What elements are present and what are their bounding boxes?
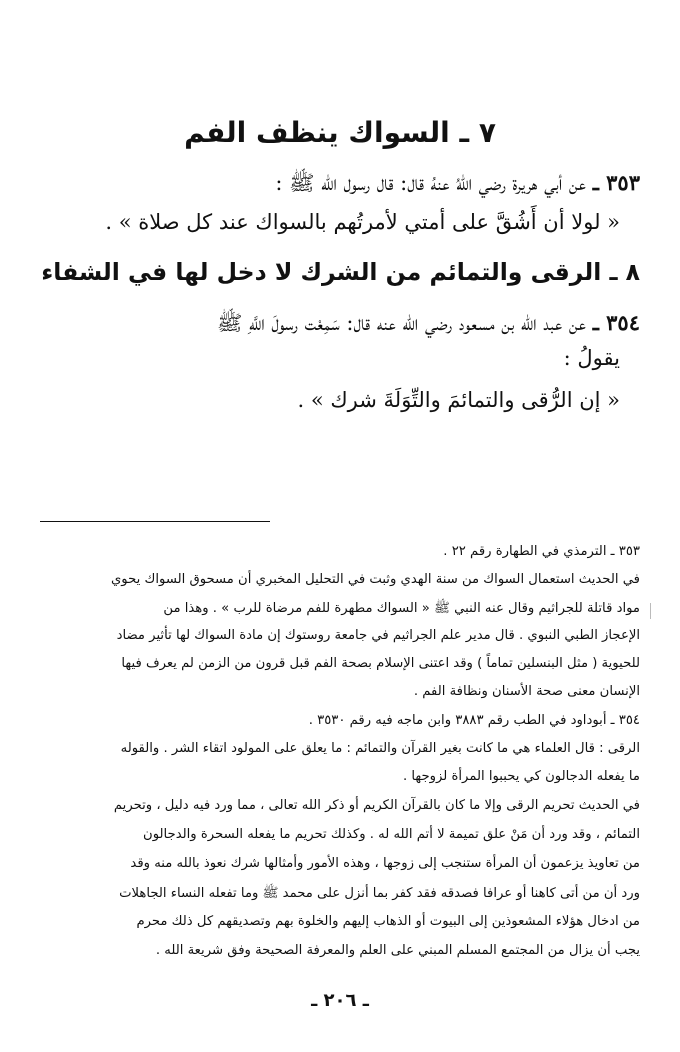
footnote-line: في الحديث استعمال السواك من سنة الهدي وثبت في التحليل المخبري أن مسحوق السواك يحوي — [110, 572, 640, 587]
footnote-line: ورد أن من أتى كاهنا أو عرافا فصدقه فقد كفر بما أنزل على محمد ﷺ وما تفعله النساء الجاهلات — [119, 886, 640, 901]
section-7-heading: ٧ ـ السواك ينظف الفم — [184, 116, 496, 149]
hadith-353-line-1 — [40, 170, 640, 201]
section-8-heading: ٨ ـ الرقى والتمائم من الشرك لا دخل لها في الشفاء — [41, 258, 640, 286]
footnote-line: من ادخال هؤلاء المشعوذين إلى البيوت أو الذهاب إليهم والخلوة بهم وتصديقهم كل ذلك محرم — [136, 914, 640, 929]
footnote-line: ما يفعله الدجالون كي يحببوا المرأة لزوجها . — [402, 769, 640, 784]
footnote-line: ٣٥٣ ـ الترمذي في الطهارة رقم ٢٢ . — [443, 544, 640, 559]
footnote-line: في الحديث تحريم الرقى وإلا ما كان بالقرآن الكريم أو ذكر الله تعالى ، مما ورد فيه دليل ، وتحريم — [113, 798, 640, 813]
footnote-line: ٣٥٤ ـ أبوداود في الطب رقم ٣٨٨٣ وابن ماجه فيه رقم ٣٥٣٠ . — [308, 713, 640, 728]
hadith-354-number: ٣٥٤ ـ — [592, 310, 640, 335]
hadith-354-line-1 — [40, 310, 640, 341]
footnote-separator — [40, 521, 270, 522]
hadith-353-line-2: « لولا أن أَشُقَّ على أمتي لأمرتُهم بالسواك عند كل صلاة » . — [105, 210, 620, 234]
hadith-353-number: ٣٥٣ ـ — [592, 170, 640, 195]
page-number: ـ ٢٠٦ ـ — [311, 990, 369, 1011]
hadith-354-line-2: يقولُ : — [563, 346, 620, 370]
hadith-354-line-3: « إن الرُّقى والتمائمَ والتِّوَلَةَ شرك » . — [297, 388, 620, 412]
footnote-line: من تعاويذ يزعمون أن المرأة ستنجب إلى زوجها ، وهذه الأمور وأمثالها شرك نعوذ بالله منه وقد — [130, 856, 640, 871]
footnote-line: الإنسان معنى صحة الأسنان ونظافة الفم . — [413, 684, 640, 699]
hadith-353-text-1: عن أبي هريرة رضي اللهُ عنهُ قال: قال رسول الله ﷺ : — [275, 171, 586, 195]
footnote-line: الرقى : قال العلماء هي ما كانت بغير القرآن والتمائم : ما يعلق على المولود اتقاء الشر . والقوله — [120, 741, 640, 756]
hadith-354-text-1: عن عبد الله بن مسعود رضي الله عنه قال: سَمِعْت رسولَ اللَّهِ ﷺ — [216, 311, 586, 335]
footnote-line: للحيوية ( مثل البنسلين تماماً ) وقد اعتنى الإسلام بصحة الفم قبل قرون من الزمن لم يعرف فيها — [121, 656, 640, 671]
footnote-line: مواد قاتلة للجراثيم وقال عنه النبي ﷺ « السواك مطهرة للفم مرضاة للرب » . وهذا من — [163, 601, 640, 616]
footnote-line: الإعجاز الطبي النبوي . قال مدير علم الجراثيم في جامعة روستوك إن مادة السواك لها تأثير مضاد — [116, 628, 640, 643]
footnote-line: التمائم ، وقد ورد أن مَنْ علق تميمة لا أتم الله له . وكذلك تحريم ما يفعله السحرة والدجالون — [143, 827, 640, 842]
footnote-line: يجب أن يزال من المجتمع المسلم المبني على العلم والمعرفة الصحيحة وفق شريعة الله . — [155, 943, 640, 958]
scan-mark — [650, 603, 651, 619]
book-page — [40, 0, 640, 1052]
